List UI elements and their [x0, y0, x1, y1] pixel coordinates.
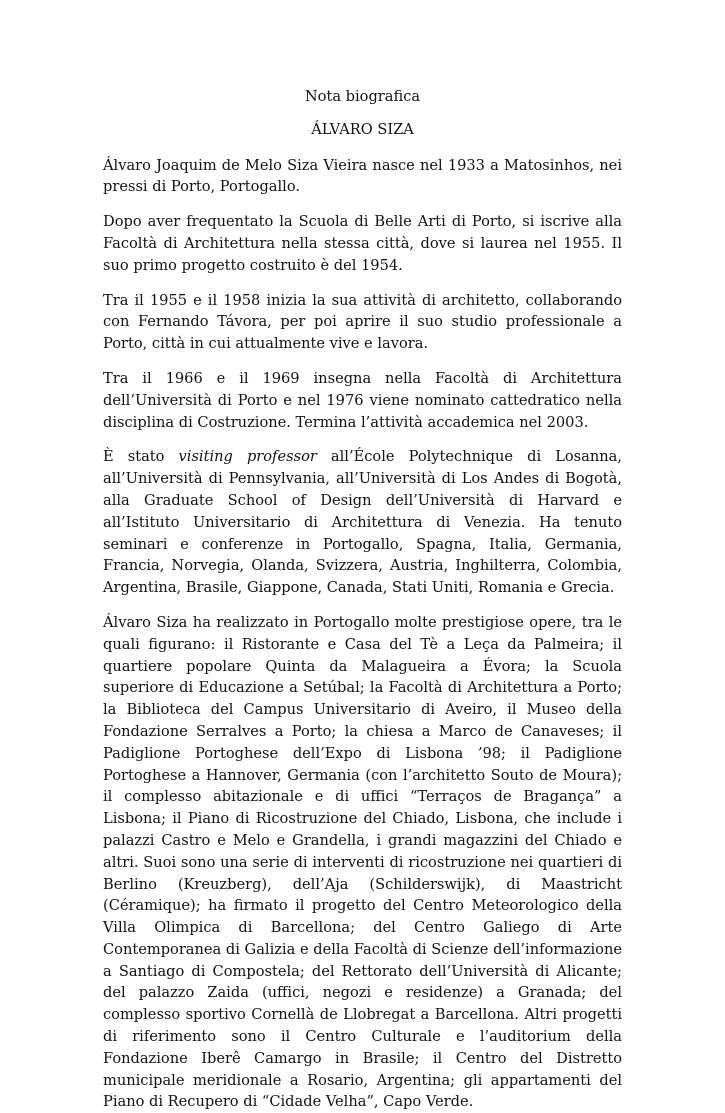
paragraph-teaching: Tra il 1966 e il 1969 insegna nella Facoltà di Architettura dell’Università di Porto e nel 1976 viene nominato cattedratico nella disciplina di Costruzione. Termina l’attività accademica nel 2003.	[103, 369, 622, 431]
visiting-text-before: È stato	[103, 448, 179, 466]
paragraph-visiting-professor	[103, 446, 622, 599]
document-subheading: ÁLVARO SIZA	[311, 120, 414, 138]
visiting-professor-italic: visiting professor	[178, 448, 317, 466]
paragraph-education: Dopo aver frequentato la Scuola di Belle Arti di Porto, si iscrive alla Facoltà di Architettura nella stessa città, dove si laurea nel 1955. Il suo primo progetto costruito è del 1954.	[103, 213, 622, 274]
paragraph-birth: Álvaro Joaquim de Melo Siza Vieira nasce nel 1933 a Matosinhos, nei pressi di Porto, Portogallo.	[103, 156, 622, 196]
paragraph-career-start: Tra il 1955 e il 1958 inizia la sua attività di architetto, collaborando con Fernando Távora, per poi aprire il suo studio professionale a Porto, città in cui attualmente vive e lavora.	[103, 291, 622, 353]
visiting-text-after: all’École Polytechnique di Losanna, all’Università di Pennsylvania, all’Università di Los Andes di Bogotà, alla Graduate School of Design dell’Università di Harvard e all’Istituto Universitario di Architettura di Venezia. Ha tenuto seminari e conferenze in Portogallo, Spagna, Italia, Germania, Francia, Norvegia, Olanda, Svizzera, Austria, Inghilterra, Colombia, Argentina, Brasile, Giappone, Canada, Stati Uniti, Romania e Grecia.	[103, 448, 623, 597]
document-heading: Nota biografica	[304, 88, 421, 105]
paragraph-works: Álvaro Siza ha realizzato in Portogallo molte prestigiose opere, tra le quali figurano: il Ristorante e Casa del Tè a Leça da Palmeira; il quartiere popolare Quinta da Malagueira a Évora; la Scuola superiore di Educazione a Setúbal; la Facoltà di Architettura a Porto; la Biblioteca del Campus Universitario di Aveiro, il Museo della Fondazione Serralves a Porto; la chiesa a Marco de Canaveses; il Padiglione Portoghese dell’Expo di Lisbona ’98; il Padiglione Portoghese a Hannover, Germania (con l’architetto Souto de Moura); il complesso abitazionale e di uffici “Terraços de Bragança” a Lisbona; il Piano di Ricostruzione del Chiado, Lisbona, che include i palazzi Castro e Melo e Grandella, i grandi magazzini del Chiado e altri. Suoi sono una serie di interventi di ricostruzione nei quartieri di Berlino (Kreuzberg), dell’Aja (Schilderswijk), di Maastricht (Céramique); ha firmato il progetto del Centro Meteorologico della Villa Olimpica di Barcellona; del Centro Galiego di Arte Contemporanea di Galizia e della Facoltà di Scienze dell’informazione a Santiago di Compostela; del Rettorato dell’Università di Alicante; del palazzo Zaida (uffici, negozi e residenze) a Granada; del complesso sportivo Cornellà de Llobregat a Barcellona. Altri progetti di riferimento sono il Centro Culturale e l’auditorium della Fondazione Iberê Camargo in Brasile; il Centro del Distretto municipale meridionale a Rosario, Argentina; gli appartamenti del Piano di Recupero di “Cidade Velha”, Capo Verde.	[103, 613, 622, 1111]
